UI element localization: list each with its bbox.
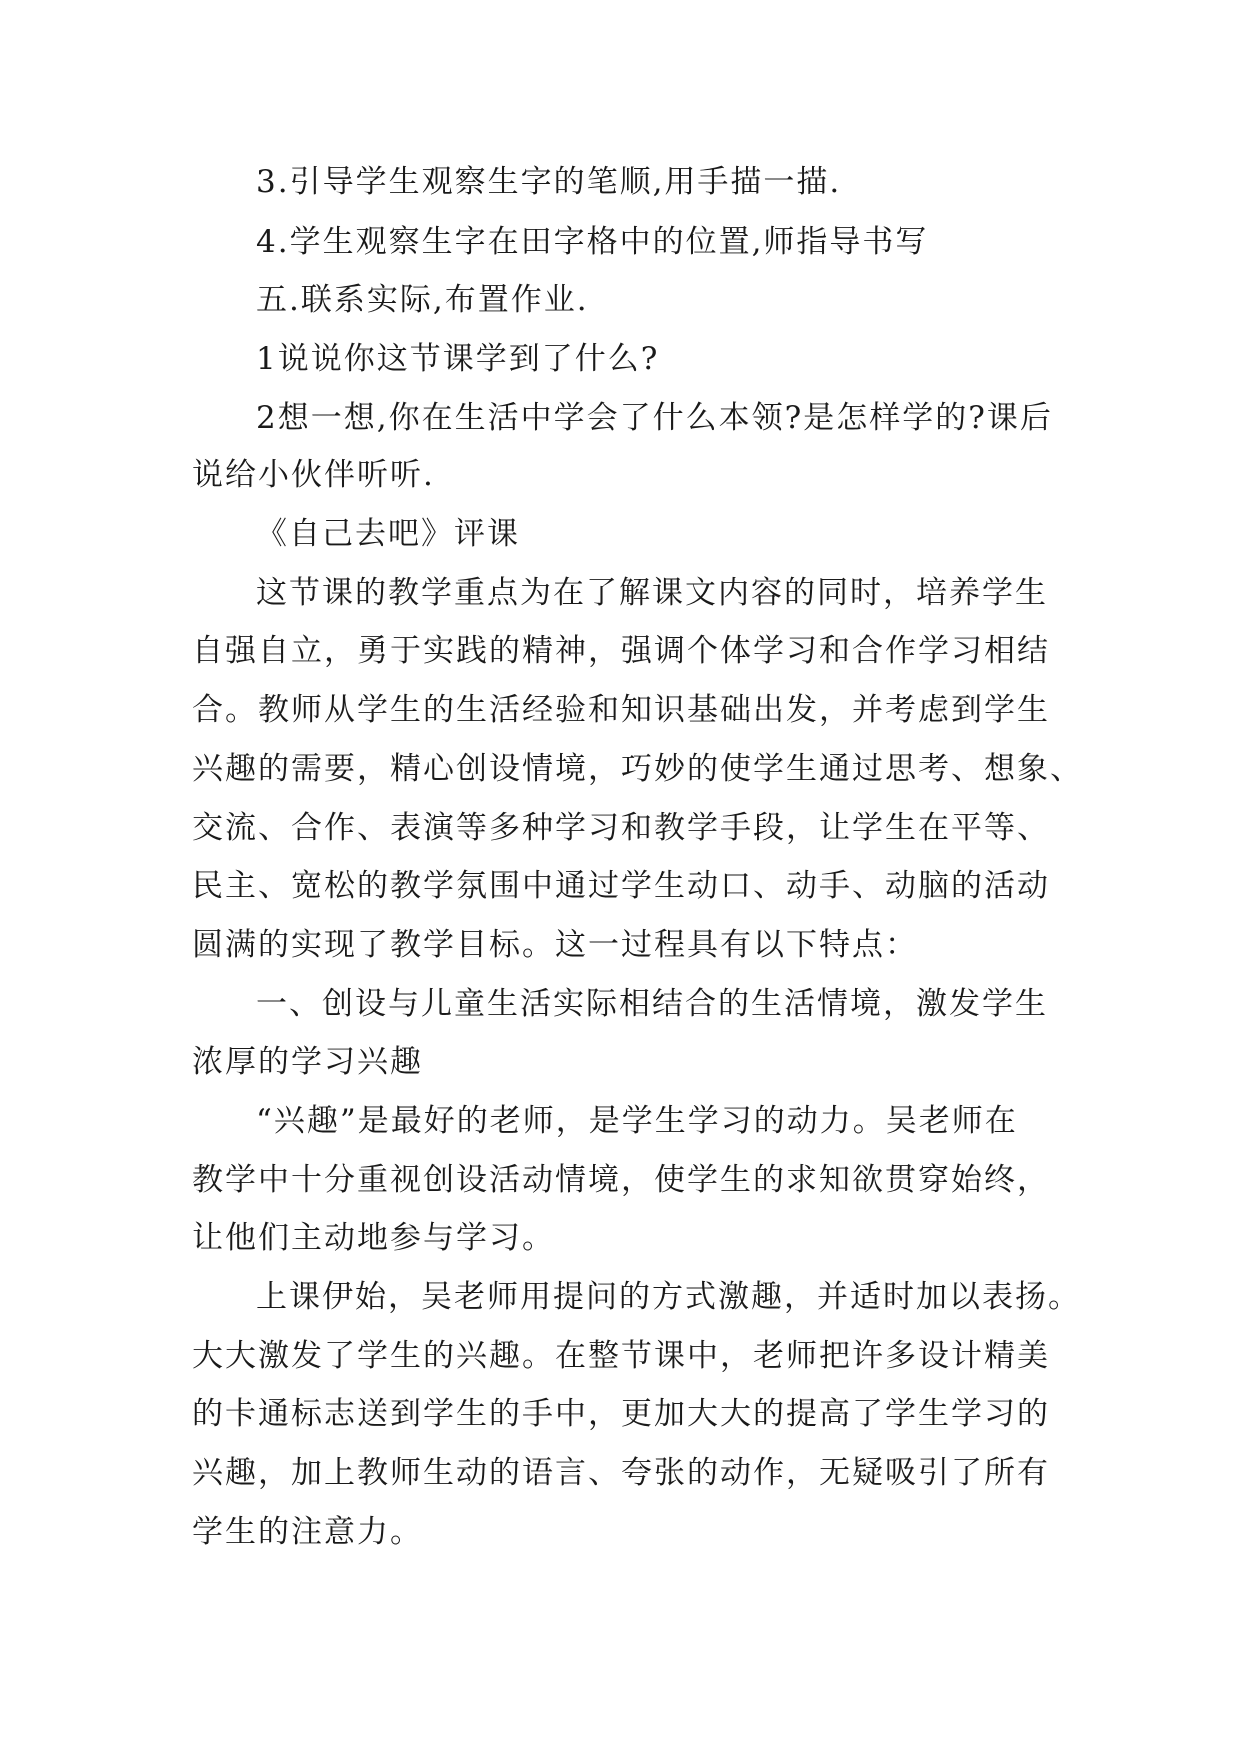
paragraph-line: 兴趣，加上教师生动的语言、夸张的动作，无疑吸引了所有 [192, 1455, 1050, 1491]
paragraph-line: 教学中十分重视创设活动情境，使学生的求知欲贯穿始终， [192, 1162, 1050, 1198]
step-3-text: 3.引导学生观察生字的笔顺,用手描一描. [256, 164, 842, 200]
paragraph-line: 这节课的教学重点为在了解课文内容的同时，培养学生 [256, 575, 1048, 611]
paragraph-line: “兴趣”是最好的老师，是学生学习的动力。吴老师在 [256, 1103, 1018, 1139]
paragraph-line: 交流、合作、表演等多种学习和教学手段，让学生在平等、 [192, 810, 1050, 846]
paragraph-line: 让他们主动地参与学习。 [192, 1220, 555, 1256]
paragraph-line: 民主、宽松的教学氛围中通过学生动口、动手、动脑的活动 [192, 868, 1050, 904]
point-1-heading-continued: 浓厚的学习兴趣 [192, 1044, 423, 1080]
paragraph-line: 上课伊始，吴老师用提问的方式激趣，并适时加以表扬。 [256, 1279, 1081, 1315]
paragraph-line: 自强自立，勇于实践的精神，强调个体学习和合作学习相结 [192, 633, 1050, 669]
task-1-text: 1说说你这节课学到了什么? [256, 341, 660, 377]
step-4-text: 4.学生观察生字在田字格中的位置,师指导书写 [256, 224, 929, 260]
paragraph-line: 合。教师从学生的生活经验和知识基础出发，并考虑到学生 [192, 692, 1050, 728]
paragraph-line: 圆满的实现了教学目标。这一过程具有以下特点： [192, 927, 918, 963]
review-title: 《自己去吧》评课 [256, 516, 520, 552]
point-1-heading: 一、创设与儿童生活实际相结合的生活情境，激发学生 [256, 986, 1048, 1022]
paragraph-line: 大大激发了学生的兴趣。在整节课中，老师把许多设计精美 [192, 1338, 1050, 1374]
paragraph-line: 的卡通标志送到学生的手中，更加大大的提高了学生学习的 [192, 1396, 1050, 1432]
paragraph-line: 兴趣的需要，精心创设情境，巧妙的使学生通过思考、想象、 [192, 751, 1083, 787]
section-5-heading: 五.联系实际,布置作业. [256, 282, 589, 318]
task-2-text: 2想一想,你在生活中学会了什么本领?是怎样学的?课后 [256, 400, 1053, 436]
task-2-text-continued: 说给小伙伴听听. [192, 457, 435, 493]
paragraph-line: 学生的注意力。 [192, 1514, 423, 1550]
